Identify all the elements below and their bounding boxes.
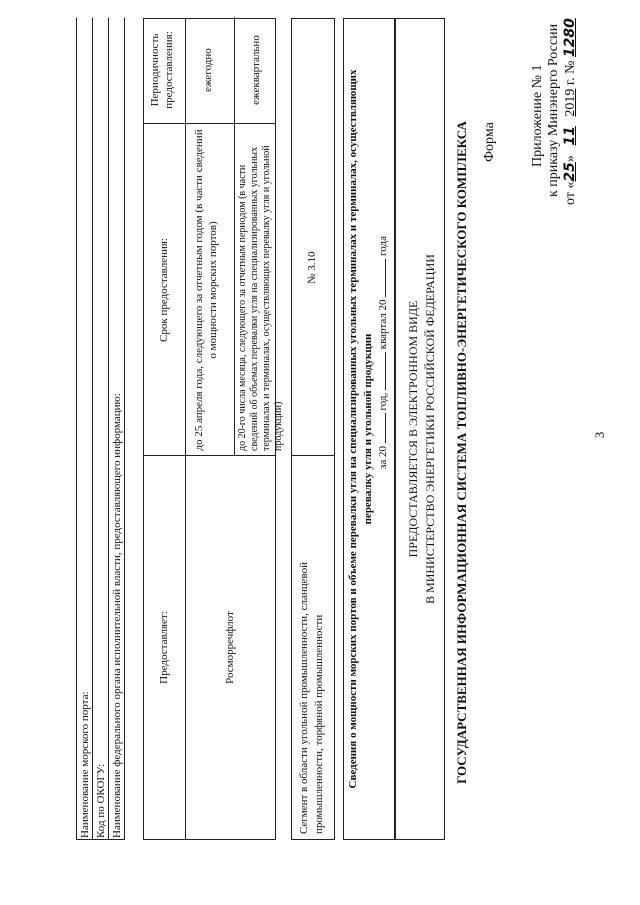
report-title-line3 xyxy=(377,236,389,469)
table-header-line xyxy=(185,19,186,839)
row1-deadline: до 25 апреля года, следующего за отчетным годом (в части сведений о мощности морских портов) xyxy=(193,129,219,451)
page-number: 3 xyxy=(592,431,607,439)
segment-code: № 3.10 xyxy=(306,251,318,284)
footer-line-4 xyxy=(76,18,77,840)
electronic-line2: В МИНИСТЕРСТВО ЭНЕРГЕТИКИ РОССИЙСКОЙ ФЕДЕРАЦИИ xyxy=(423,254,437,604)
appendix-date-line: от «25» 11 2019 г. № 1280 xyxy=(562,18,578,205)
order-number: 1280 xyxy=(562,18,578,58)
electronic-line1: ПРЕДОСТАВЛЯЕТСЯ В ЭЛЕКТРОННОМ ВИДЕ xyxy=(406,300,420,558)
year-blank xyxy=(385,413,386,443)
header-deadline: Срок предоставления: xyxy=(158,238,170,342)
footer-left-border xyxy=(76,839,124,840)
segment-text: Сегмент в области угольной промышленности, сланцевой промышленности, торфяной промышленности xyxy=(298,561,325,834)
electronic-box xyxy=(395,18,445,840)
header-provider: Предоставляет: xyxy=(158,611,170,684)
footer-port: Наименование морского порта: xyxy=(79,691,91,838)
appendix-order: к приказу Минэнерго России xyxy=(546,23,561,197)
segment-box xyxy=(291,18,335,840)
quarter-year-blank xyxy=(385,259,386,297)
date-year: 2019 xyxy=(563,88,578,117)
quarter-blank xyxy=(385,352,386,390)
date-month: 11 xyxy=(562,126,578,146)
row2-periodicity: ежеквартально xyxy=(250,35,262,105)
row2-deadline: до 20-го числа месяца, следующего за отчетным периодом (в части сведений об объемах перевалки угля на специализированных угольных терминалах и терминалах, осуществляющих перевалку угля и угольной продукции) xyxy=(237,145,284,451)
header-periodicity: Периодичность предоставления: xyxy=(149,31,175,109)
period-year-prefix: за 20 xyxy=(377,446,389,469)
appendix-block xyxy=(530,15,579,205)
segment-divider xyxy=(292,455,334,456)
date-day: 25 xyxy=(562,162,578,182)
system-title: ГОСУДАРСТВЕННАЯ ИНФОРМАЦИОННАЯ СИСТЕМА ТОПЛИВНО-ЭНЕРГЕТИЧЕСКОГО КОМПЛЕКСА xyxy=(454,121,469,784)
footer-okogu: Код по ОКОГУ: xyxy=(95,763,107,838)
footer-line-2 xyxy=(108,18,109,840)
report-title-line1: Сведения о мощности морских портов и объеме перевалки угля на специализированных угольных терминалах и терминалах, осуществляющих xyxy=(347,69,359,789)
report-title-box xyxy=(343,18,395,840)
footer-line-1 xyxy=(124,18,125,840)
footer-authority: Наименование федерального органа исполнительной власти, предоставляющего информацию: xyxy=(111,393,123,838)
date-suffix: г. № xyxy=(563,60,578,86)
report-title-line2: перевалку угля и угольной продукции xyxy=(362,333,374,525)
footer-line-3 xyxy=(92,18,93,840)
provision-table xyxy=(143,18,284,840)
form-label: Форма xyxy=(482,122,497,162)
period-quarter-prefix: квартал 20 xyxy=(377,299,389,350)
provider-name: Росморречфлот xyxy=(224,611,236,684)
table-row-line xyxy=(234,17,235,456)
date-prefix: от xyxy=(563,192,578,205)
period-year-suffix: года xyxy=(377,236,389,256)
period-year-word: год, xyxy=(377,392,389,411)
appendix-title: Приложение № 1 xyxy=(530,64,545,167)
row1-periodicity: ежегодно xyxy=(202,48,214,92)
